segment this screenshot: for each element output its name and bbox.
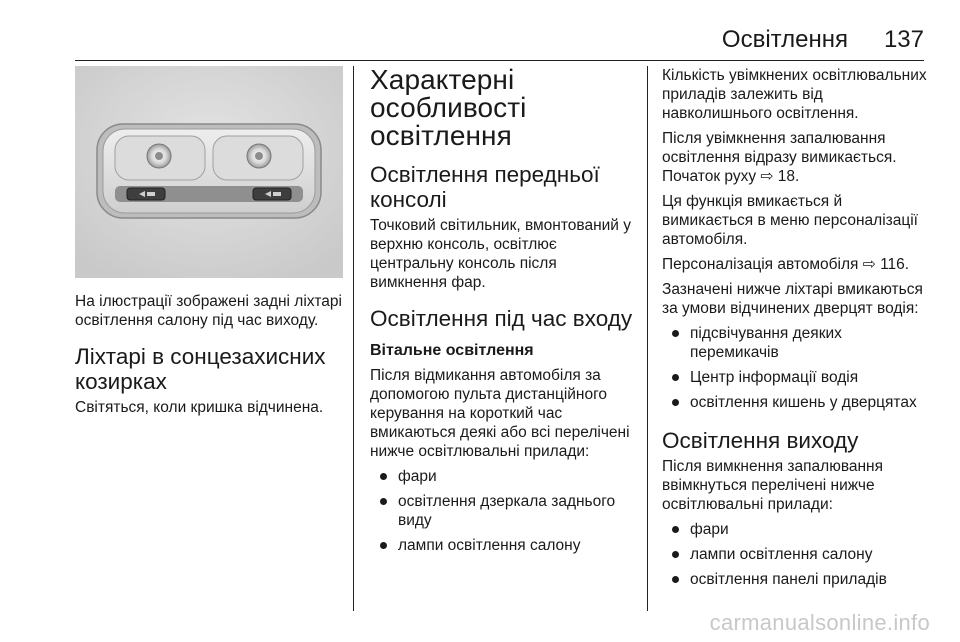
page-reference-link[interactable]: 116. (880, 256, 910, 273)
column-right (662, 66, 932, 589)
paragraph-personalization-menu: Ця функція вмикається й вимикається в меню персоналізації автомобіля. (662, 193, 918, 248)
list-item: освітлення кишень у дверцятах (662, 393, 932, 412)
column-divider-1 (353, 66, 354, 611)
exit-lighting-heading: Освітлення виходу (662, 428, 859, 453)
column-divider-2 (647, 66, 648, 611)
bullet-icon (672, 374, 679, 381)
welcome-lighting-heading: Вітальне освітлення (370, 342, 534, 359)
console-lighting-heading: Освітлення передньої консолі (370, 162, 600, 212)
paragraph-ignition: Після увімкнення запалювання освітлення відразу вимикається. Початок руху ⇨ 18. (662, 130, 897, 185)
paragraph-lights-count: Кількість увімкнених освітлювальних приладів залежить від навколишнього освітлення. (662, 67, 927, 122)
lamp-unit-drawing (75, 66, 343, 278)
sunvisor-lights-text: Світяться, коли кришка відчинена. (75, 399, 324, 416)
column-left (75, 66, 343, 417)
header-divider (75, 60, 924, 61)
list-item: лампи освітлення салону (370, 536, 635, 555)
figure-caption: На ілюстрації зображені задні ліхтарі освітлення салону під час виходу. (75, 293, 342, 329)
section-title: Освітлення (721, 26, 848, 53)
bullet-icon (380, 473, 387, 480)
paragraph-door-lights: Зазначені нижче ліхтарі вмикаються за умови відчинених дверцят водія: (662, 281, 923, 317)
column-middle (370, 66, 635, 555)
right-lamp-switch (253, 188, 291, 200)
list-item: фари (662, 520, 932, 539)
list-item: освітлення панелі приладів (662, 570, 932, 589)
list-item: підсвічування деяких перемикачів (662, 324, 932, 362)
left-lamp-switch (127, 188, 165, 200)
door-lights-list (662, 324, 932, 412)
main-heading: Характерні особливості освітлення (370, 64, 527, 151)
rear-interior-lights-illustration (75, 66, 343, 278)
welcome-lighting-text: Після відмикання автомобіля за допомогою пульта дистанційного керування на короткий час вмикаються деякі або всі перелічені нижче освітлювальні прилади: (370, 367, 630, 460)
page-reference-link[interactable]: 18. (777, 168, 800, 185)
welcome-lighting-list (370, 467, 635, 555)
watermark: carmanualsonline.info (709, 610, 930, 635)
page-number: 137 (883, 26, 924, 53)
console-lighting-text: Точковий світильник, вмонтований у верхню консоль, освітлює центральну консоль після вимкнення фар. (370, 217, 632, 291)
page-reference-arrow-icon: ⇨ (760, 168, 774, 185)
list-item: лампи освітлення салону (662, 545, 932, 564)
bullet-icon (380, 498, 387, 505)
list-item: освітлення дзеркала заднього виду (370, 492, 635, 530)
page-reference-arrow-icon: ⇨ (862, 256, 876, 273)
paragraph-personalization-ref: Персоналізація автомобіля ⇨ 116. (662, 256, 910, 273)
page-header (0, 0, 960, 62)
entry-lighting-heading: Освітлення під час входу (370, 306, 633, 331)
exit-lighting-list (662, 520, 932, 589)
bullet-icon (672, 576, 679, 583)
exit-lighting-text: Після вимкнення запалювання ввімкнуться перелічені нижче освітлювальні прилади: (662, 458, 884, 513)
bullet-icon (672, 330, 679, 337)
bullet-icon (672, 551, 679, 558)
bullet-icon (672, 526, 679, 533)
sunvisor-lights-heading: Ліхтарі в сонцезахисних козирках (75, 344, 326, 394)
list-item: фари (370, 467, 635, 486)
list-item: Центр інформації водія (662, 368, 932, 387)
bullet-icon (672, 399, 679, 406)
bullet-icon (380, 542, 387, 549)
